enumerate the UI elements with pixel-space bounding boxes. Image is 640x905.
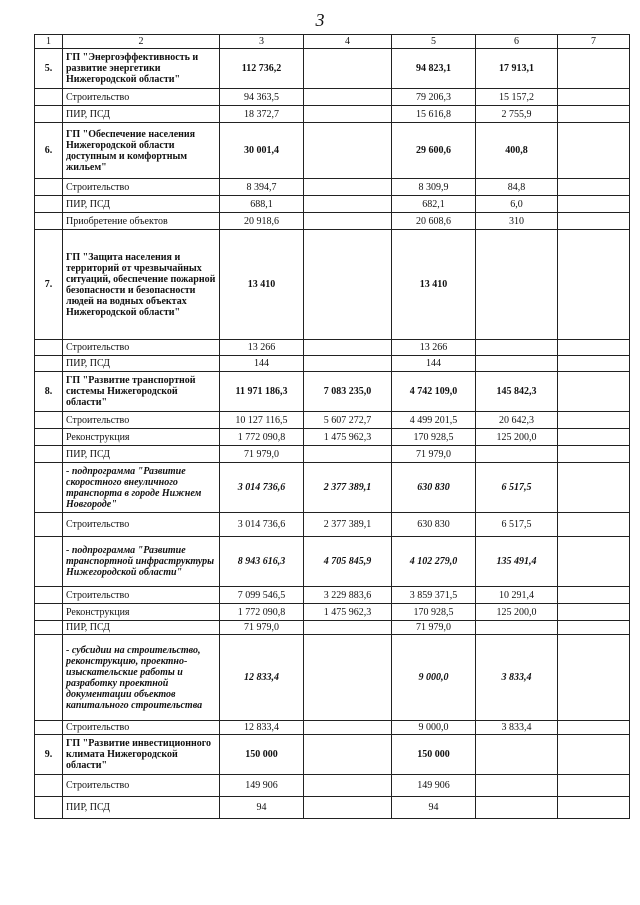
value-cell-col5: 13 266 (392, 340, 476, 356)
value-cell-col6: 6 517,5 (476, 513, 558, 537)
table-row (35, 412, 630, 429)
row-name-cell: Строительство (63, 340, 220, 356)
value-cell-col4: 2 377 389,1 (304, 513, 392, 537)
value-cell-col7 (558, 49, 630, 89)
row-name-cell: - субсидии на строительство, реконструкцию, проектно-изыскательские работы и разработку проектной документации объектов капитального строительства (63, 635, 220, 721)
value-cell-col6: 84,8 (476, 179, 558, 196)
value-cell-col4 (304, 89, 392, 106)
value-cell-col3: 3 014 736,6 (220, 463, 304, 513)
value-cell-col6: 125 200,0 (476, 604, 558, 621)
row-name-cell: ГП "Развитие транспортной системы Нижегородской области" (63, 372, 220, 412)
value-cell-col6 (476, 446, 558, 463)
value-cell-col7 (558, 797, 630, 819)
value-cell-col5: 15 616,8 (392, 106, 476, 123)
value-cell-col4 (304, 775, 392, 797)
value-cell-col7 (558, 587, 630, 604)
value-cell-col5: 4 742 109,0 (392, 372, 476, 412)
row-number-cell (35, 179, 63, 196)
value-cell-col5: 630 830 (392, 463, 476, 513)
value-cell-col5: 71 979,0 (392, 446, 476, 463)
value-cell-col4 (304, 635, 392, 721)
value-cell-col4 (304, 721, 392, 735)
row-name-cell: ПИР, ПСД (63, 621, 220, 635)
row-name-cell: ПИР, ПСД (63, 797, 220, 819)
value-cell-col6: 135 491,4 (476, 537, 558, 587)
row-number-cell (35, 89, 63, 106)
value-cell-col5: 13 410 (392, 230, 476, 340)
subprogram-row (35, 537, 630, 587)
value-cell-col5: 630 830 (392, 513, 476, 537)
value-cell-col3: 71 979,0 (220, 621, 304, 635)
table-row (35, 89, 630, 106)
row-number-cell (35, 604, 63, 621)
row-number-cell: 8. (35, 372, 63, 412)
row-name-cell: Строительство (63, 179, 220, 196)
value-cell-col3: 10 127 116,5 (220, 412, 304, 429)
table-row (35, 621, 630, 635)
value-cell-col3: 7 099 546,5 (220, 587, 304, 604)
value-cell-col6: 17 913,1 (476, 49, 558, 89)
value-cell-col6: 2 755,9 (476, 106, 558, 123)
table-row (35, 179, 630, 196)
value-cell-col5: 29 600,6 (392, 123, 476, 179)
row-name-cell: Приобретение объектов (63, 213, 220, 230)
value-cell-col7 (558, 106, 630, 123)
value-cell-col4 (304, 196, 392, 213)
value-cell-col7 (558, 196, 630, 213)
value-cell-col4: 3 229 883,6 (304, 587, 392, 604)
value-cell-col4 (304, 123, 392, 179)
row-name-cell: ПИР, ПСД (63, 106, 220, 123)
value-cell-col7 (558, 721, 630, 735)
value-cell-col7 (558, 429, 630, 446)
table-row (35, 446, 630, 463)
header-row (35, 35, 630, 49)
row-name-cell: Строительство (63, 775, 220, 797)
row-name-cell: Строительство (63, 587, 220, 604)
value-cell-col5: 4 102 279,0 (392, 537, 476, 587)
table-row (35, 429, 630, 446)
table-row (35, 356, 630, 372)
row-number-cell (35, 356, 63, 372)
value-cell-col3: 71 979,0 (220, 446, 304, 463)
row-name-cell: Реконструкция (63, 604, 220, 621)
column-header: 7 (558, 35, 630, 49)
row-name-cell: Строительство (63, 721, 220, 735)
row-number-cell (35, 463, 63, 513)
row-number-cell (35, 106, 63, 123)
column-header: 6 (476, 35, 558, 49)
value-cell-col4: 2 377 389,1 (304, 463, 392, 513)
column-header: 5 (392, 35, 476, 49)
value-cell-col3: 12 833,4 (220, 635, 304, 721)
table-row (35, 721, 630, 735)
value-cell-col3: 112 736,2 (220, 49, 304, 89)
table-row (35, 340, 630, 356)
table-row (35, 587, 630, 604)
value-cell-col6 (476, 356, 558, 372)
value-cell-col7 (558, 604, 630, 621)
value-cell-col5: 71 979,0 (392, 621, 476, 635)
value-cell-col4 (304, 213, 392, 230)
row-number-cell: 7. (35, 230, 63, 340)
row-name-cell: ПИР, ПСД (63, 356, 220, 372)
value-cell-col6: 10 291,4 (476, 587, 558, 604)
value-cell-col3: 18 372,7 (220, 106, 304, 123)
row-number-cell (35, 635, 63, 721)
row-number-cell (35, 513, 63, 537)
value-cell-col5: 94 823,1 (392, 49, 476, 89)
value-cell-col6: 125 200,0 (476, 429, 558, 446)
value-cell-col5: 4 499 201,5 (392, 412, 476, 429)
value-cell-col4 (304, 230, 392, 340)
value-cell-col6: 3 833,4 (476, 635, 558, 721)
value-cell-col7 (558, 463, 630, 513)
table-row (35, 775, 630, 797)
value-cell-col3: 30 001,4 (220, 123, 304, 179)
table-row (35, 213, 630, 230)
column-header: 3 (220, 35, 304, 49)
value-cell-col7 (558, 230, 630, 340)
table-row (35, 604, 630, 621)
value-cell-col3: 13 266 (220, 340, 304, 356)
row-name-cell: - подпрограмма "Развитие транспортной инфраструктуры Нижегородской области" (63, 537, 220, 587)
value-cell-col4: 7 083 235,0 (304, 372, 392, 412)
value-cell-col7 (558, 412, 630, 429)
program-row (35, 372, 630, 412)
value-cell-col6: 6,0 (476, 196, 558, 213)
value-cell-col3: 8 943 616,3 (220, 537, 304, 587)
value-cell-col6: 15 157,2 (476, 89, 558, 106)
value-cell-col4 (304, 797, 392, 819)
value-cell-col7 (558, 89, 630, 106)
row-name-cell: Строительство (63, 89, 220, 106)
value-cell-col3: 94 (220, 797, 304, 819)
value-cell-col5: 170 928,5 (392, 429, 476, 446)
row-name-cell: ГП "Защита населения и территорий от чрезвычайных ситуаций, обеспечение пожарной безопасности и безопасности людей на водных объектах Нижегородской области" (63, 230, 220, 340)
row-name-cell: ГП "Энергоэффективность и развитие энергетики Нижегородской области" (63, 49, 220, 89)
program-row (35, 49, 630, 89)
row-name-cell: ГП "Развитие инвестиционного климата Нижегородской области" (63, 735, 220, 775)
value-cell-col5: 144 (392, 356, 476, 372)
value-cell-col5: 682,1 (392, 196, 476, 213)
value-cell-col7 (558, 775, 630, 797)
value-cell-col3: 8 394,7 (220, 179, 304, 196)
value-cell-col7 (558, 635, 630, 721)
value-cell-col3: 12 833,4 (220, 721, 304, 735)
row-name-cell: Строительство (63, 513, 220, 537)
column-header: 4 (304, 35, 392, 49)
program-row (35, 735, 630, 775)
value-cell-col6 (476, 621, 558, 635)
row-number-cell (35, 412, 63, 429)
table-row (35, 106, 630, 123)
value-cell-col5: 20 608,6 (392, 213, 476, 230)
value-cell-col4 (304, 106, 392, 123)
row-number-cell (35, 429, 63, 446)
value-cell-col7 (558, 340, 630, 356)
page-number: 3 (315, 10, 325, 30)
value-cell-col7 (558, 123, 630, 179)
value-cell-col3: 11 971 186,3 (220, 372, 304, 412)
row-name-cell: ГП "Обеспечение населения Нижегородской области доступным и комфортным жильем" (63, 123, 220, 179)
value-cell-col5: 170 928,5 (392, 604, 476, 621)
value-cell-col7 (558, 735, 630, 775)
value-cell-col4 (304, 446, 392, 463)
row-name-cell: ПИР, ПСД (63, 196, 220, 213)
value-cell-col4 (304, 179, 392, 196)
value-cell-col4 (304, 356, 392, 372)
table-row (35, 513, 630, 537)
value-cell-col6 (476, 797, 558, 819)
value-cell-col6: 20 642,3 (476, 412, 558, 429)
row-number-cell (35, 587, 63, 604)
value-cell-col6 (476, 340, 558, 356)
table-row (35, 797, 630, 819)
value-cell-col4 (304, 49, 392, 89)
value-cell-col4 (304, 735, 392, 775)
value-cell-col3: 13 410 (220, 230, 304, 340)
row-name-cell: - подпрограмма "Развитие скоростного внеуличного транспорта в городе Нижнем Новгороде" (63, 463, 220, 513)
row-number-cell: 5. (35, 49, 63, 89)
value-cell-col5: 3 859 371,5 (392, 587, 476, 604)
value-cell-col4: 5 607 272,7 (304, 412, 392, 429)
value-cell-col4: 1 475 962,3 (304, 429, 392, 446)
row-number-cell (35, 797, 63, 819)
value-cell-col6: 145 842,3 (476, 372, 558, 412)
row-number-cell (35, 196, 63, 213)
program-row (35, 123, 630, 179)
value-cell-col5: 8 309,9 (392, 179, 476, 196)
row-number-cell (35, 537, 63, 587)
subprogram-row (35, 463, 630, 513)
value-cell-col7 (558, 513, 630, 537)
row-number-cell (35, 721, 63, 735)
value-cell-col3: 1 772 090,8 (220, 604, 304, 621)
value-cell-col6: 3 833,4 (476, 721, 558, 735)
value-cell-col4 (304, 621, 392, 635)
value-cell-col3: 94 363,5 (220, 89, 304, 106)
value-cell-col3: 688,1 (220, 196, 304, 213)
value-cell-col4: 4 705 845,9 (304, 537, 392, 587)
row-number-cell (35, 446, 63, 463)
value-cell-col7 (558, 356, 630, 372)
value-cell-col7 (558, 446, 630, 463)
value-cell-col3: 144 (220, 356, 304, 372)
column-header: 1 (35, 35, 63, 49)
value-cell-col5: 9 000,0 (392, 721, 476, 735)
value-cell-col5: 94 (392, 797, 476, 819)
row-name-cell: Реконструкция (63, 429, 220, 446)
row-number-cell (35, 213, 63, 230)
row-number-cell (35, 621, 63, 635)
row-number-cell (35, 340, 63, 356)
value-cell-col3: 150 000 (220, 735, 304, 775)
row-number-cell: 6. (35, 123, 63, 179)
value-cell-col5: 149 906 (392, 775, 476, 797)
value-cell-col7 (558, 537, 630, 587)
value-cell-col7 (558, 213, 630, 230)
value-cell-col6 (476, 230, 558, 340)
table-row (35, 196, 630, 213)
value-cell-col6: 310 (476, 213, 558, 230)
value-cell-col7 (558, 621, 630, 635)
value-cell-col6: 6 517,5 (476, 463, 558, 513)
value-cell-col3: 149 906 (220, 775, 304, 797)
row-name-cell: Строительство (63, 412, 220, 429)
value-cell-col6 (476, 735, 558, 775)
program-row (35, 230, 630, 340)
value-cell-col5: 150 000 (392, 735, 476, 775)
value-cell-col3: 3 014 736,6 (220, 513, 304, 537)
column-header: 2 (63, 35, 220, 49)
row-number-cell (35, 775, 63, 797)
row-number-cell: 9. (35, 735, 63, 775)
subprogram-row (35, 635, 630, 721)
value-cell-col6: 400,8 (476, 123, 558, 179)
value-cell-col7 (558, 372, 630, 412)
value-cell-col7 (558, 179, 630, 196)
value-cell-col6 (476, 775, 558, 797)
value-cell-col3: 20 918,6 (220, 213, 304, 230)
row-name-cell: ПИР, ПСД (63, 446, 220, 463)
value-cell-col5: 79 206,3 (392, 89, 476, 106)
value-cell-col3: 1 772 090,8 (220, 429, 304, 446)
value-cell-col5: 9 000,0 (392, 635, 476, 721)
value-cell-col4 (304, 340, 392, 356)
value-cell-col4: 1 475 962,3 (304, 604, 392, 621)
budget-table (34, 34, 630, 819)
